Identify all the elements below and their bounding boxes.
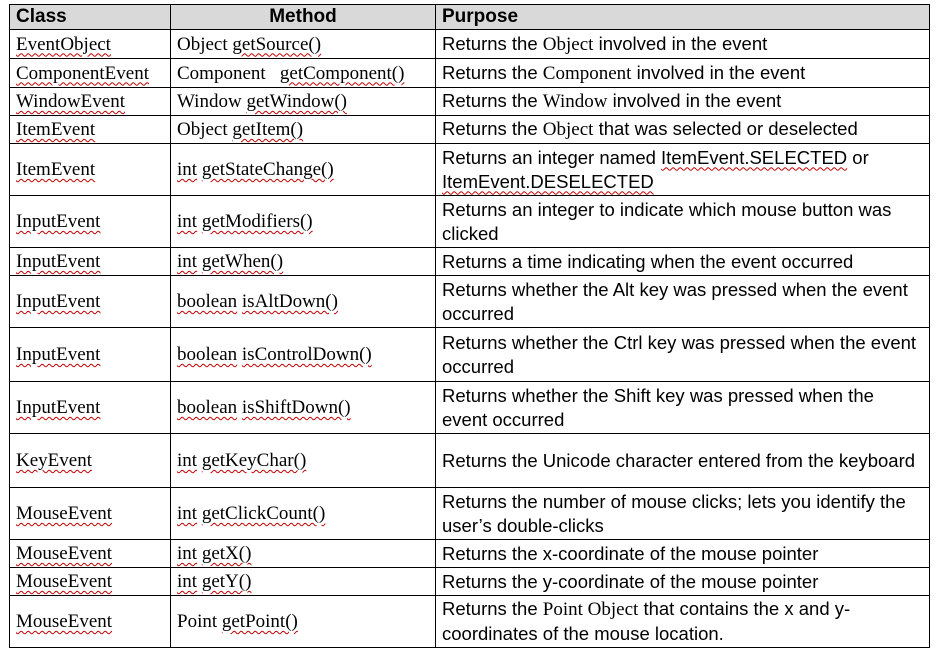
purpose-text: Returns a time indicating when the event occurred [442, 250, 854, 272]
method-name: getKeyChar() [201, 450, 307, 471]
method-cell [171, 276, 436, 328]
purpose-cell [436, 196, 930, 248]
header-method: Method [171, 5, 436, 30]
class-cell [10, 88, 171, 116]
class-name: InputEvent [16, 251, 101, 272]
return-type: Point [177, 611, 218, 632]
table-row [10, 382, 930, 434]
return-type: int [177, 159, 198, 180]
purpose-text: involved in the event [593, 32, 768, 54]
purpose-cell [436, 540, 930, 568]
method-cell [171, 248, 436, 276]
purpose-text: Returns the [442, 61, 543, 83]
table-row [10, 248, 930, 276]
purpose-constant: ItemEvent.SELECTED [661, 146, 848, 168]
method-name: getY() [201, 571, 252, 592]
purpose-code: Component [542, 62, 632, 84]
purpose-cell [436, 248, 930, 276]
purpose-text: Returns the [442, 118, 543, 139]
event-methods-table [9, 4, 930, 648]
method-name: getWindow() [246, 91, 347, 112]
method-name: getItem() [232, 119, 304, 140]
purpose-cell [436, 382, 930, 434]
purpose-cell [436, 88, 930, 116]
method-name: isControlDown() [241, 344, 372, 365]
purpose-cell [436, 488, 930, 540]
return-type: Component [177, 62, 266, 84]
purpose-cell [436, 596, 930, 648]
class-name: WindowEvent [16, 91, 125, 112]
return-type: int [177, 503, 198, 524]
purpose-code: Point Object [542, 599, 639, 620]
method-name: getClickCount() [201, 503, 326, 524]
class-name: KeyEvent [16, 450, 92, 471]
class-name: InputEvent [16, 291, 101, 312]
return-type: int [177, 450, 198, 471]
method-name: getModifiers() [201, 211, 313, 232]
class-cell [10, 248, 171, 276]
method-name: getWhen() [201, 251, 284, 272]
purpose-cell [436, 59, 930, 88]
table-row [10, 30, 930, 59]
class-cell [10, 196, 171, 248]
table-row [10, 276, 930, 328]
return-type: int [177, 543, 198, 564]
class-name: ItemEvent [16, 119, 96, 140]
purpose-cell [436, 328, 930, 382]
purpose-text: Returns the [442, 32, 543, 54]
method-name: getPoint() [221, 611, 298, 632]
class-cell [10, 434, 171, 488]
purpose-text: Returns the [442, 90, 543, 111]
method-cell [171, 488, 436, 540]
class-cell [10, 596, 171, 648]
class-name: ItemEvent [16, 159, 96, 180]
class-name: InputEvent [16, 344, 101, 365]
method-cell [171, 596, 436, 648]
purpose-cell [436, 144, 930, 196]
method-name: getStateChange() [201, 159, 334, 180]
purpose-code: Object [542, 119, 594, 140]
header-row [10, 5, 930, 30]
purpose-text: that contains the x and y-coordinates of the mouse location. [442, 598, 851, 644]
table-row [10, 434, 930, 488]
return-type: int [177, 211, 198, 232]
purpose-constant: ItemEvent.DESELECTED [442, 170, 654, 192]
purpose-text: Returns whether the Alt key was pressed when the event occurred [442, 278, 908, 324]
return-type: boolean [177, 344, 238, 365]
return-type: int [177, 251, 198, 272]
purpose-text: Returns whether the Shift key was pressed when the event occurred [442, 384, 874, 430]
class-cell [10, 144, 171, 196]
return-type: Object [177, 119, 228, 140]
class-name: MouseEvent [16, 543, 113, 564]
method-name: getSource() [232, 33, 322, 55]
purpose-code: Window [542, 91, 608, 112]
return-type: boolean [177, 397, 238, 418]
class-cell [10, 59, 171, 88]
purpose-text: or [847, 146, 869, 168]
method-name: isAltDown() [241, 291, 338, 312]
purpose-text: Returns whether the Ctrl key was pressed when the event occurred [442, 331, 917, 377]
method-cell [171, 434, 436, 488]
class-cell [10, 488, 171, 540]
return-type: int [177, 571, 198, 592]
class-cell [10, 328, 171, 382]
class-cell [10, 30, 171, 59]
table-row [10, 568, 930, 596]
purpose-cell [436, 434, 930, 488]
return-type: boolean [177, 291, 238, 312]
class-cell [10, 540, 171, 568]
class-name: MouseEvent [16, 503, 113, 524]
purpose-text: Returns the number of mouse clicks; lets you identify the user’s double-clicks [442, 490, 906, 536]
return-type: Window [177, 91, 242, 112]
method-name: isShiftDown() [241, 397, 351, 418]
table-row [10, 116, 930, 144]
purpose-text: Returns the Unicode character entered from the keyboard [442, 449, 916, 471]
return-type: Object [177, 33, 228, 55]
purpose-text: Returns an integer named [442, 146, 662, 168]
method-cell [171, 144, 436, 196]
purpose-cell [436, 30, 930, 59]
method-cell [171, 88, 436, 116]
purpose-text: involved in the event [631, 61, 806, 83]
purpose-cell [436, 116, 930, 144]
table-row [10, 540, 930, 568]
purpose-cell [436, 276, 930, 328]
method-cell [171, 30, 436, 59]
class-cell [10, 568, 171, 596]
class-name: EventObject [16, 33, 111, 55]
class-name: ComponentEvent [16, 62, 149, 84]
table-row [10, 88, 930, 116]
table-row [10, 59, 930, 88]
method-cell [171, 540, 436, 568]
method-cell [171, 196, 436, 248]
method-cell [171, 116, 436, 144]
purpose-text: that was selected or deselected [593, 118, 858, 139]
table-body [10, 30, 930, 648]
table-row [10, 328, 930, 382]
purpose-code: Object [542, 33, 594, 55]
class-name: InputEvent [16, 211, 101, 232]
method-name: getX() [201, 543, 252, 564]
purpose-text: Returns the y-coordinate of the mouse pointer [442, 570, 819, 592]
class-name: MouseEvent [16, 611, 113, 632]
method-name: getComponent() [279, 62, 405, 84]
class-cell [10, 382, 171, 434]
table-row [10, 596, 930, 648]
header-purpose: Purpose [436, 5, 930, 30]
table-row [10, 144, 930, 196]
class-name: InputEvent [16, 397, 101, 418]
purpose-text: Returns an integer to indicate which mouse button was clicked [442, 198, 892, 244]
purpose-text: involved in the event [607, 90, 782, 111]
table-row [10, 488, 930, 540]
class-name: MouseEvent [16, 571, 113, 592]
class-cell [10, 276, 171, 328]
method-cell [171, 59, 436, 88]
table-row [10, 196, 930, 248]
method-cell [171, 328, 436, 382]
purpose-text: Returns the [442, 598, 543, 619]
purpose-text: Returns the x-coordinate of the mouse pointer [442, 542, 819, 564]
method-cell [171, 568, 436, 596]
header-class: Class [10, 5, 171, 30]
class-cell [10, 116, 171, 144]
purpose-cell [436, 568, 930, 596]
method-cell [171, 382, 436, 434]
